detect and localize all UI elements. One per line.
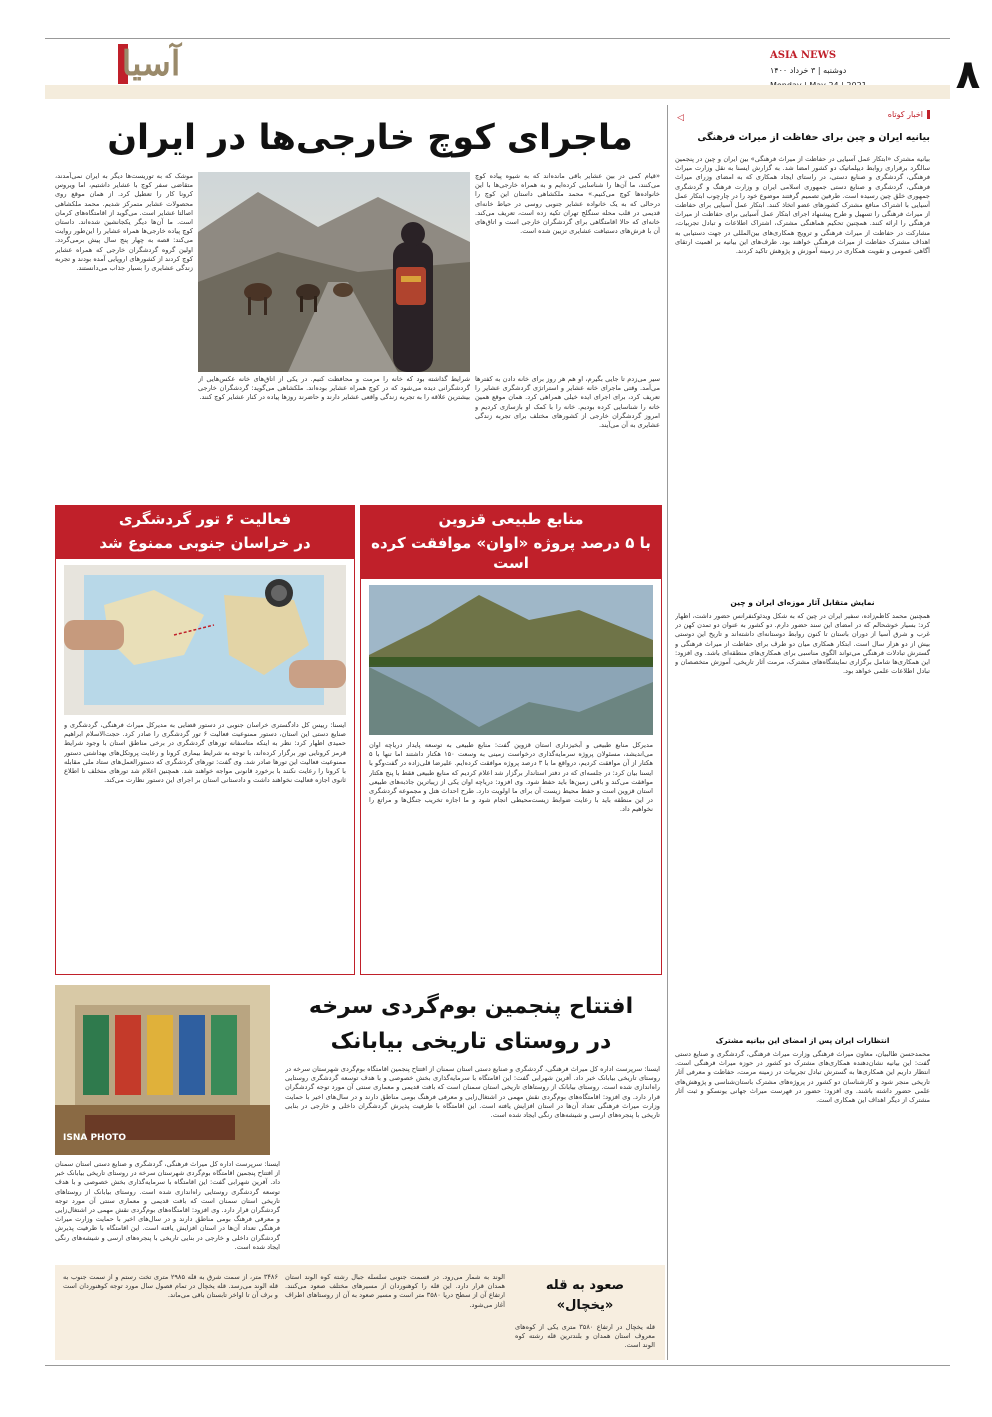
khorasan-headline-1: فعالیت ۶ تور گردشگری [56,506,354,533]
sidebar-headline: بیانیه ایران و چین برای حفاظت از میراث فرهنگی [697,132,930,143]
peak-body-2: الوند به شمار می‌رود. در قسمت جنوبی سلسله جبال رشته کوه الوند استان همدان قرار دارد. این قله را کوهنوردان از مسیرهای مختلف صعود می‌کنند. ارتفاع آن از سطح دریا ۳۵۸۰ متر است و مسیر صعود به آن از روستاهای اطراف آغاز می‌شود. [285,1273,505,1309]
babak-body-cont: ایسنا: سرپرست اداره کل میراث فرهنگی، گردشگری و صنایع دستی استان سمنان از افتتاح پنجمین اقامتگاه بوم‌گردی شهرستان سرخه در روستای تاریخی بیابانک خبر داد. آفرین شهرابی گفت: این اقامتگاه با سرمایه‌گذاری بخش خصوصی و با هدف توسعه گردشگری روستایی راه‌اندازی شده است. روستای بیابانک از روستاهای تاریخی استان سمنان است که بافت قدیمی و معماری سنتی آن مورد توجه گردشگران قرار دارد. وی افزود: اقامتگاه‌های بوم‌گردی نقش مهمی در اشتغال‌زایی و معرفی فرهنگ بومی مناطق دارند و در سال‌های اخیر با حمایت وزارت میراث فرهنگی تعداد آن‌ها در استان افزایش یافته است. این اقامتگاه با ظرفیت پذیرش گردشگران داخلی و خارجی در بنایی تاریخی با پنجره‌های ارسی و شیشه‌های رنگی ایجاد شده است. [55,1160,280,1251]
qazvin-box [360,505,662,975]
sidebar-body-1: بیانیه مشترک «ابتکار عمل آسیایی در حفاظت از میراث فرهنگی» بین ایران و چین در پنجمین سالگرد برقراری روابط دیپلماتیک دو کشور امضا شد. به گزارش ایسنا به نقل وزارت میراث فرهنگی، گردشگری و صنایع دستی، در راستای ایجاد همکاری که به امضای وزرای میراث فرهنگی، گردشگری و صنایع دستی جمهوری اسلامی ایران و وزارت فرهنگ و گردشگری جمهوری خلق چین رسیده است. طرفین تصمیم گرفتند موضوع خود را در چارچوب ابتکار عمل آسیایی با اشتراک منافع مشترک کشورهای عضو اتخاذ کنند. ابتکار عمل آسیایی برای حفاظت از میراث فرهنگی را تسهیل و طرح پیشنهاد اجرای ابتکار عمل آسیایی برای حفاظت از میراث فرهنگی را ارائه کنند. همچنین تحکیم هماهنگی مشترک، اشتراک اطلاعات و تبادل تجربیات، مشارکت در حفاظت از میراث فرهنگی و ترویج همکاری‌های بین‌المللی در جهت دستیابی به اهداف مشترک حفاظت از میراث فرهنگی خواهند بود. طرف‌های این بیانیه بر اهمیت ارتقای آگاهی عمومی و تقویت همکاری در زمینه آموزش و پژوهش تاکید کردند. [675,155,930,256]
main-col-3: شرایط گذاشته بود که خانه را مرمت و محافظت کنیم. در یکی از اتاق‌های خانه عکس‌هایی از گردشگرانی دیده می‌شود که در کوچ همراه عشایر بوده‌اند. ملکشاهی می‌گوید: گردشگران خارجی بیشترین علاقه را به تجربه زندگی واقعی عشایر دارند و حاضرند روزها پیاده در کنار عشایر کوچ کنند. [198,375,470,402]
main-col-2: سیر می‌زدم تا جایی بگیرم، او هم هر روز برای خانه دادن به کفترها می‌آمد. وقتی ماجرای خانه عشایر و استراتژی گردشگری عشایر را تعریف کرد، برای اجرای ایده خیلی همراهی کرد. همان موقع همین خانه را شناسایی کرده بودیم. خانه را با کمک او بازسازی کردیم و امروز گردشگران خارجی از کشورهای مختلف برای تجربه زندگی عشایری به آن می‌آیند. [475,375,660,430]
khorasan-body: ایسنا: رییس کل دادگستری خراسان جنوبی در دستور قضایی به مدیرکل میراث فرهنگی، گردشگری و صنایع دستی این استان، دستور ممنوعیت فعالیت ۶ تور گردشگری را صادر کرد. حجت‌الاسلام ابراهیم حمیدی اظهار کرد: نظر به اینکه متاسفانه تورهای گردشگری در برخی مناطق استان با وجود شرایط قرمز کرونایی تور برگزار کرده‌اند، با توجه به شرایط بیماری کرونا و رعایت پروتکل‌های بهداشتی دستور ممنوعیت فعالیت این تورها صادر شد. وی گفت: تورهای گردشگری که دستورالعمل‌های ستاد ملی مقابله با کرونا را رعایت نکنند با برخورد قانونی مواجه خواهند شد. همچنین اعلام شد تورهای متخلف تا اطلاع ثانوی اجازه فعالیت نخواهند داشت و دادستانی استان بر اجرای این دستور نظارت می‌کند. [64,721,346,785]
peak-body-3: ۳۴۸۶ متر، از سمت شرق به قله ۲۹۸۵ متری تخت رستم و از سمت جنوب به قله الوند می‌رسد. قله یخچال در تمام فصول سال مورد توجه کوهنوردان است و برف آن تا اواخر تابستان باقی می‌ماند. [63,1273,278,1300]
map-photo [64,565,346,715]
khorasan-box [55,505,355,975]
qazvin-body: مدیرکل منابع طبیعی و آبخیزداری استان قزوین گفت: منابع طبیعی به توسعه پایدار دریاچه اوان می‌اندیشد، مسئولان پروژه سرمایه‌گذاری درخواست زمینی به وسعت ۱۵۰ هکتار داشتند اما تنها با ۵ هکتار از آن موافقت کردیم، درواقع ما با ۳ درصد پروژه موافقت کرده‌ایم. علیرضا قلی‌زاده در گفت‌وگو با ایسنا بیان کرد: در جلسه‌ای که در دفتر استاندار برگزار شد اعلام کردیم که منابع طبیعی فقط با پنج هکتار موافقت می‌کند و باقی زمین‌ها باید حفظ شود. وی افزود: دریاچه اوان یکی از زیباترین جاذبه‌های طبیعی استان قزوین است و حفظ محیط زیست آن برای ما اولویت دارد. طرح احداث هتل و مجموعه گردشگری در این منطقه باید با رعایت ضوابط زیست‌محیطی انجام شود و ما اجازه تخریب جنگل‌ها و مراتع را نخواهیم داد. [369,741,653,814]
sidebar-subhead-2: انتظارات ایران پس از امضای این بیانیه مشترک [715,1036,890,1045]
babak-headline-1: افتتاح پنجمین بوم‌گردی سرخه [308,994,634,1019]
hall-photo [55,985,270,1155]
main-col-4: موشک که به توریست‌ها دیگر به ایران نمی‌آمدند، متقاضی سفر کوچ با عشایر داشتیم، اما ویروس کرونا کار را تعطیل کرد. از همان موقع روی محصولات عشایر متمرکز شدیم. محمد ملکشاهی اصالتا عشایر است. می‌گوید از اقامتگاه‌های کرمان است. ما آن‌ها دیگر یکجانشین شده‌اند. داستان کوچ پیاده خارجی‌ها همراه عشایر را این‌طور روایت می‌کند: قصه به چهار پنج سال پیش برمی‌گردد. اولین گروه گردشگران خارجی که همراه عشایر کوچ کردند از کشورهای اروپایی آمده بودند و تجربه زندگی عشایری را بسیار جذاب می‌دانستند. [55,172,193,273]
column-divider [667,105,668,1360]
qazvin-headline-2: با ۵ درصد پروژه «اوان» موافقت کرده است [361,533,661,579]
qazvin-headline-1: منابع طبیعی قزوین [361,506,661,533]
paper-latin-name: ASIA NEWS [770,50,837,61]
section-arrow-icon: ◁ [677,113,684,123]
babak-headline-2: در روستای تاریخی بیابانک [330,1029,612,1054]
header-band [45,85,950,99]
sidebar-body-2: همچنین محمد کاظم‌زاده، سفیر ایران در چین که به شکل ویدئوکنفرانس حضور داشت، اظهار کرد: بسیار خوشحالم که در امضای این سند حضور دارم. دو کشور به عنوان دو تمدن کهن در غرب و شرق آسیا از دوران باستان تا کنون روابط دوستانه‌ای داشته‌اند و تاریخ این دوستی بیش از دو هزار سال است. ابتکار همکاری میان دو طرف برای حفاظت از میراث فرهنگی و گسترش تبادلات فرهنگی می‌تواند الگوی مناسبی برای همکاری‌های منطقه‌ای باشد. وی افزود: این همکاری‌ها شامل برگزاری نمایشگاه‌های مشترک، مرمت آثار تاریخی، آموزش متخصصان و تبادل اطلاعات علمی خواهد بود. [675,612,930,676]
nomad-photo [198,172,470,372]
khorasan-headline-2: در خراسان جنوبی ممنوع شد [56,533,354,559]
peak-headline-1: صعود به قله [545,1278,625,1293]
photo-credit: ISNA PHOTO [63,1133,127,1143]
sidebar-subhead-1: نمایش متقابل آثار موزه‌ای ایران و چین [730,598,875,607]
page-number: ۸ [955,52,981,98]
peak-headline-2: «یخچال» [556,1298,614,1313]
peak-body-1: قله یخچال در ارتفاع ۳۵۸۰ متری یکی از کوه‌های معروف استان همدان و بلندترین قله رشته کوه الوند است. [515,1323,655,1350]
date-persian: دوشنبه | ۳ خرداد ۱۴۰۰ [770,66,847,75]
main-headline: ماجرای کوچ خارجی‌ها در ایران [107,118,633,158]
main-col-1: «قیام کمی در بین عشایر باقی مانده‌اند که به شیوه پیاده کوچ می‌کنند، ما آن‌ها را شناسایی کرده‌ایم و به همراه خارجی‌ها با این خانواده‌ها کوچ می‌کنیم.» محمد ملکشاهی داستان این کوچ را درحالی که به یک خانواده عشایر جنوبی روسی در حیاط خانه‌ای قدیمی در قلب محله سنگلج تهران تکیه زده است، تعریف می‌کند. خانه‌ای که حالا اقامتگاهی برای گردشگران خارجی است و اتاق‌های آن با فرش‌های دستبافت عشایری تزیین شده است. [475,172,660,236]
section-label: اخبار کوتاه [675,110,930,124]
peak-box [55,1265,665,1360]
bottom-rule [45,1365,950,1366]
paper-logo: آسیا [121,44,181,84]
lake-photo [369,585,653,735]
top-rule [45,38,950,39]
babak-body: ایسنا: سرپرست اداره کل میراث فرهنگی، گردشگری و صنایع دستی استان سمنان از افتتاح پنجمین اقامتگاه بوم‌گردی شهرستان سرخه در روستای تاریخی بیابانک خبر داد. آفرین شهرابی گفت: این اقامتگاه با سرمایه‌گذاری بخش خصوصی و با هدف توسعه گردشگری روستایی راه‌اندازی شده است. روستای بیابانک از روستاهای تاریخی استان سمنان است که بافت قدیمی و معماری سنتی آن مورد توجه گردشگران قرار دارد. وی افزود: اقامتگاه‌های بوم‌گردی نقش مهمی در اشتغال‌زایی و معرفی فرهنگ بومی مناطق دارند و در سال‌های اخیر با حمایت وزارت میراث فرهنگی تعداد آن‌ها در استان افزایش یافته است. این اقامتگاه با ظرفیت پذیرش گردشگران داخلی و خارجی در بنایی تاریخی با پنجره‌های ارسی و شیشه‌های رنگی ایجاد شده است. [285,1065,660,1120]
sidebar-body-3: محمدحسن طالبیان، معاون میراث فرهنگی وزارت میراث فرهنگی، گردشگری و صنایع دستی گفت: این بیانیه نشان‌دهنده همکاری‌های مشترک دو کشور در حوزه میراث فرهنگی است. انتظار داریم این همکاری‌ها به گسترش تبادل تجربیات در زمینه مرمت، حفاظت و معرفی آثار تاریخی منجر شود و کارشناسان دو کشور در پروژه‌های مشترک باستان‌شناسی و پژوهش‌های علمی حضور داشته باشند. وی افزود: حضور در فهرست میراث جهانی یونسکو و ثبت آثار مشترک از دیگر اهداف این همکاری است. [675,1050,930,1105]
